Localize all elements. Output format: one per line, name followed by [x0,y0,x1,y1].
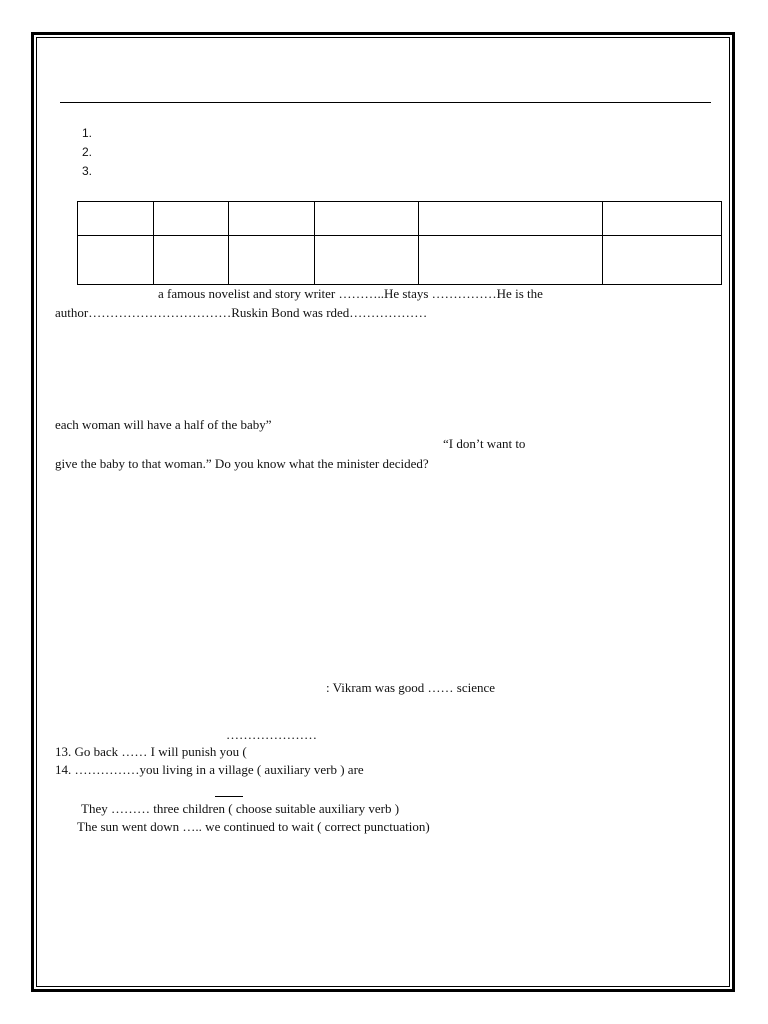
they-question: They ……… three children ( choose suitable auxiliary verb ) [81,801,400,816]
question-13: 13. Go back …… I will punish you ( [55,744,247,759]
table-cell [228,236,314,285]
list-item: 3. [82,164,93,178]
table-cell [419,236,603,285]
dotted-blank: ………………… [226,727,317,742]
list-item: 2. [82,145,93,159]
table-cell [78,236,154,285]
table-cell [153,236,228,285]
table-cell [603,202,722,236]
table-cell [314,236,419,285]
page-border-inner [36,37,730,987]
table-row [78,202,722,236]
table-row [78,236,722,285]
table-cell [419,202,603,236]
vikram-question: : Vikram was good …… science [326,680,496,695]
table-cell [228,202,314,236]
table-cell [603,236,722,285]
story-line-1: each woman will have a half of the baby” [55,417,272,432]
table-cell [153,202,228,236]
table-cell [78,202,154,236]
sun-question: The sun went down ….. we continued to wait ( correct punctuation) [77,819,430,834]
header-rule [60,102,711,103]
table-cell [314,202,419,236]
bond-line-1: a famous novelist and story writer ………..He stays ……………He is the [158,286,543,301]
empty-table [77,201,722,285]
underline-mark [215,796,243,797]
question-14: 14. ……………you living in a village ( auxiliary verb ) are [55,762,364,777]
numbered-list [82,124,92,181]
story-line-3: give the baby to that woman.” Do you know what the minister decided? [55,456,429,471]
list-item: 1. [82,126,93,140]
bond-line-2: author……………………………Ruskin Bond was rded……………… [55,305,428,320]
story-line-2: “I don’t want to [443,436,526,451]
